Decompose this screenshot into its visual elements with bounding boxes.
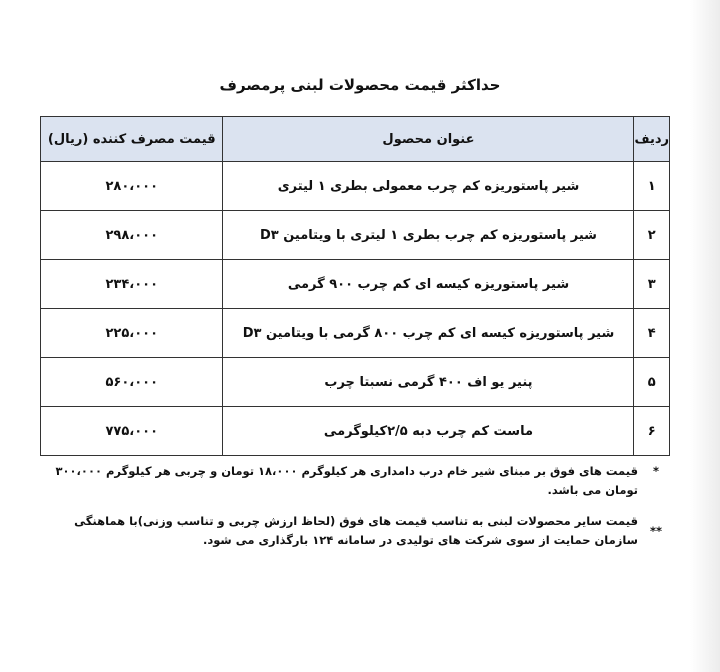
footnote: [40, 512, 670, 550]
product-price: ۲۲۵،۰۰۰: [41, 309, 223, 358]
product-price: ۵۶۰،۰۰۰: [41, 358, 223, 407]
footnote: [40, 462, 670, 500]
footnote-text: قیمت های فوق بر مبنای شیر خام درب دامداری هر کیلوگرم ۱۸،۰۰۰ تومان و چربی هر کیلوگرم ۳۰۰،۰۰۰ تومان می باشد.: [55, 464, 638, 497]
product-price: ۲۸۰،۰۰۰: [41, 162, 223, 211]
header-row-number: ردیف: [634, 117, 670, 162]
header-product-name: عنوان محصول: [223, 117, 634, 162]
footnote-text: قیمت سایر محصولات لبنی به تناسب قیمت های فوق (لحاظ ارزش چربی و تناسب وزنی)با هماهنگی سازمان حمایت از سوی شرکت های تولیدی در سامانه ۱۲۴ بارگذاری می شود.: [74, 514, 638, 547]
product-name: پنیر یو اف ۴۰۰ گرمی نسبتا چرب: [223, 358, 634, 407]
header-consumer-price: قیمت مصرف کننده (ریال): [41, 117, 223, 162]
row-number: ۵: [634, 358, 670, 407]
row-number: ۲: [634, 211, 670, 260]
price-table: [40, 116, 670, 456]
table-row: [41, 358, 670, 407]
product-price: ۷۷۵،۰۰۰: [41, 407, 223, 456]
footnote-mark: *: [652, 464, 659, 478]
row-number: ۴: [634, 309, 670, 358]
row-number: ۱: [634, 162, 670, 211]
table-row: [41, 309, 670, 358]
footnote-mark: **: [649, 524, 663, 538]
table-row: [41, 162, 670, 211]
table-row: [41, 407, 670, 456]
row-number: ۶: [634, 407, 670, 456]
product-price: ۲۹۸،۰۰۰: [41, 211, 223, 260]
table-row: [41, 211, 670, 260]
product-name: ماست کم چرب دبه ۲/۵کیلوگرمی: [223, 407, 634, 456]
table-header-row: [41, 117, 670, 162]
row-number: ۳: [634, 260, 670, 309]
table-row: [41, 260, 670, 309]
footnotes: [40, 462, 670, 562]
product-name: شیر پاستوریزه کیسه ای کم چرب ۸۰۰ گرمی با ویتامین D۳: [223, 309, 634, 358]
product-name: شیر پاستوریزه کم چرب معمولی بطری ۱ لیتری: [223, 162, 634, 211]
document-title: حداکثر قیمت محصولات لبنی پرمصرف: [219, 76, 501, 94]
product-price: ۲۳۴،۰۰۰: [41, 260, 223, 309]
product-name: شیر پاستوریزه کم چرب بطری ۱ لیتری با ویتامین D۳: [223, 211, 634, 260]
product-name: شیر پاستوریزه کیسه ای کم چرب ۹۰۰ گرمی: [223, 260, 634, 309]
